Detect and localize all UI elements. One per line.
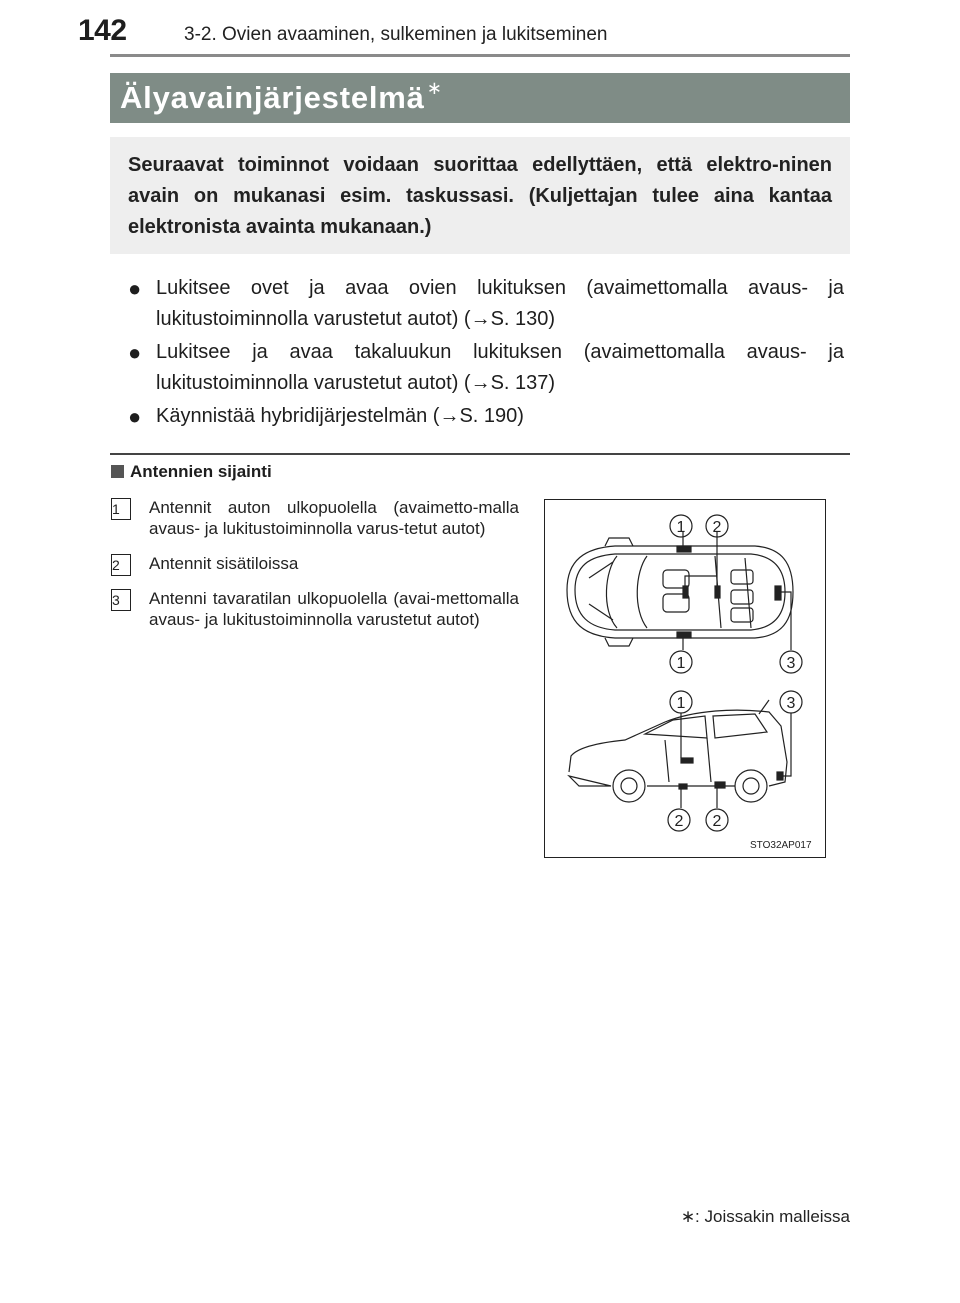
header-divider	[110, 54, 850, 57]
bullet-icon: ●	[128, 404, 142, 429]
car-top-view-icon	[567, 538, 793, 646]
subsection-title: Antennien sijainti	[130, 462, 272, 481]
car-diagram	[545, 500, 825, 857]
footnote: ∗: Joissakin malleissa	[680, 1207, 850, 1226]
list-item-text: Lukitsee ja avaa takaluukun lukituksen (avaimettomalla avaus- ja lukitustoiminnolla varustetut autot) (→S. 137)	[156, 341, 844, 394]
list-item	[128, 401, 844, 432]
callout-number: 1	[676, 655, 686, 672]
callout-number: 2	[712, 813, 722, 830]
callout-number: 2	[712, 519, 722, 536]
bullet-icon: ●	[128, 276, 142, 301]
square-bullet-icon	[111, 465, 124, 478]
legend-number: 2	[111, 554, 131, 576]
callout-number: 3	[786, 655, 796, 672]
asterisk-mark: ∗	[426, 78, 443, 98]
section-title-text: Älyavainjärjestelmä	[120, 80, 425, 115]
legend-number: 3	[111, 589, 131, 611]
callout-number: 3	[786, 695, 796, 712]
antenna-legend	[111, 497, 519, 644]
section-divider	[110, 453, 850, 455]
subsection-heading	[111, 462, 272, 482]
running-header: 3-2. Ovien avaaminen, sulkeminen ja lukitseminen	[184, 24, 608, 45]
car-side-view-icon	[569, 700, 787, 802]
intro-text: Seuraavat toiminnot voidaan suorittaa edellyttäen, että elektro-ninen avain on mukanasi esim. taskussasi. (Kuljettajan tulee aina kantaa elektronista avainta mukanaan.)	[128, 154, 832, 238]
list-item	[128, 273, 844, 335]
legend-text: Antenni tavaratilan ulkopuolella (avai-mettomalla avaus- ja lukitustoiminnolla varustetut autot)	[149, 589, 519, 629]
list-item-text: Lukitsee ovet ja avaa ovien lukituksen (avaimettomalla avaus- ja lukitustoiminnolla varustetut autot) (→S. 130)	[156, 277, 844, 330]
list-item-text: Käynnistää hybridijärjestelmän (→S. 190)	[156, 405, 524, 427]
bullet-icon: ●	[128, 340, 142, 365]
callout-number: 1	[676, 695, 686, 712]
section-title	[120, 80, 443, 116]
callout-number: 2	[674, 813, 684, 830]
legend-text: Antennit sisätiloissa	[149, 554, 299, 573]
legend-item	[111, 553, 519, 574]
legend-number: 1	[111, 498, 131, 520]
callout-number: 1	[676, 519, 686, 536]
legend-item	[111, 588, 519, 630]
section-title-bar	[110, 73, 850, 123]
antenna-location-figure	[544, 499, 826, 858]
page-number: 142	[78, 14, 127, 47]
feature-list	[128, 273, 844, 434]
legend-text: Antennit auton ulkopuolella (avaimetto-malla avaus- ja lukitustoiminnolla varus-tetut autot)	[149, 498, 519, 538]
list-item	[128, 337, 844, 399]
figure-code: STO32AP017	[750, 840, 812, 851]
intro-box	[110, 137, 850, 254]
legend-item	[111, 497, 519, 539]
